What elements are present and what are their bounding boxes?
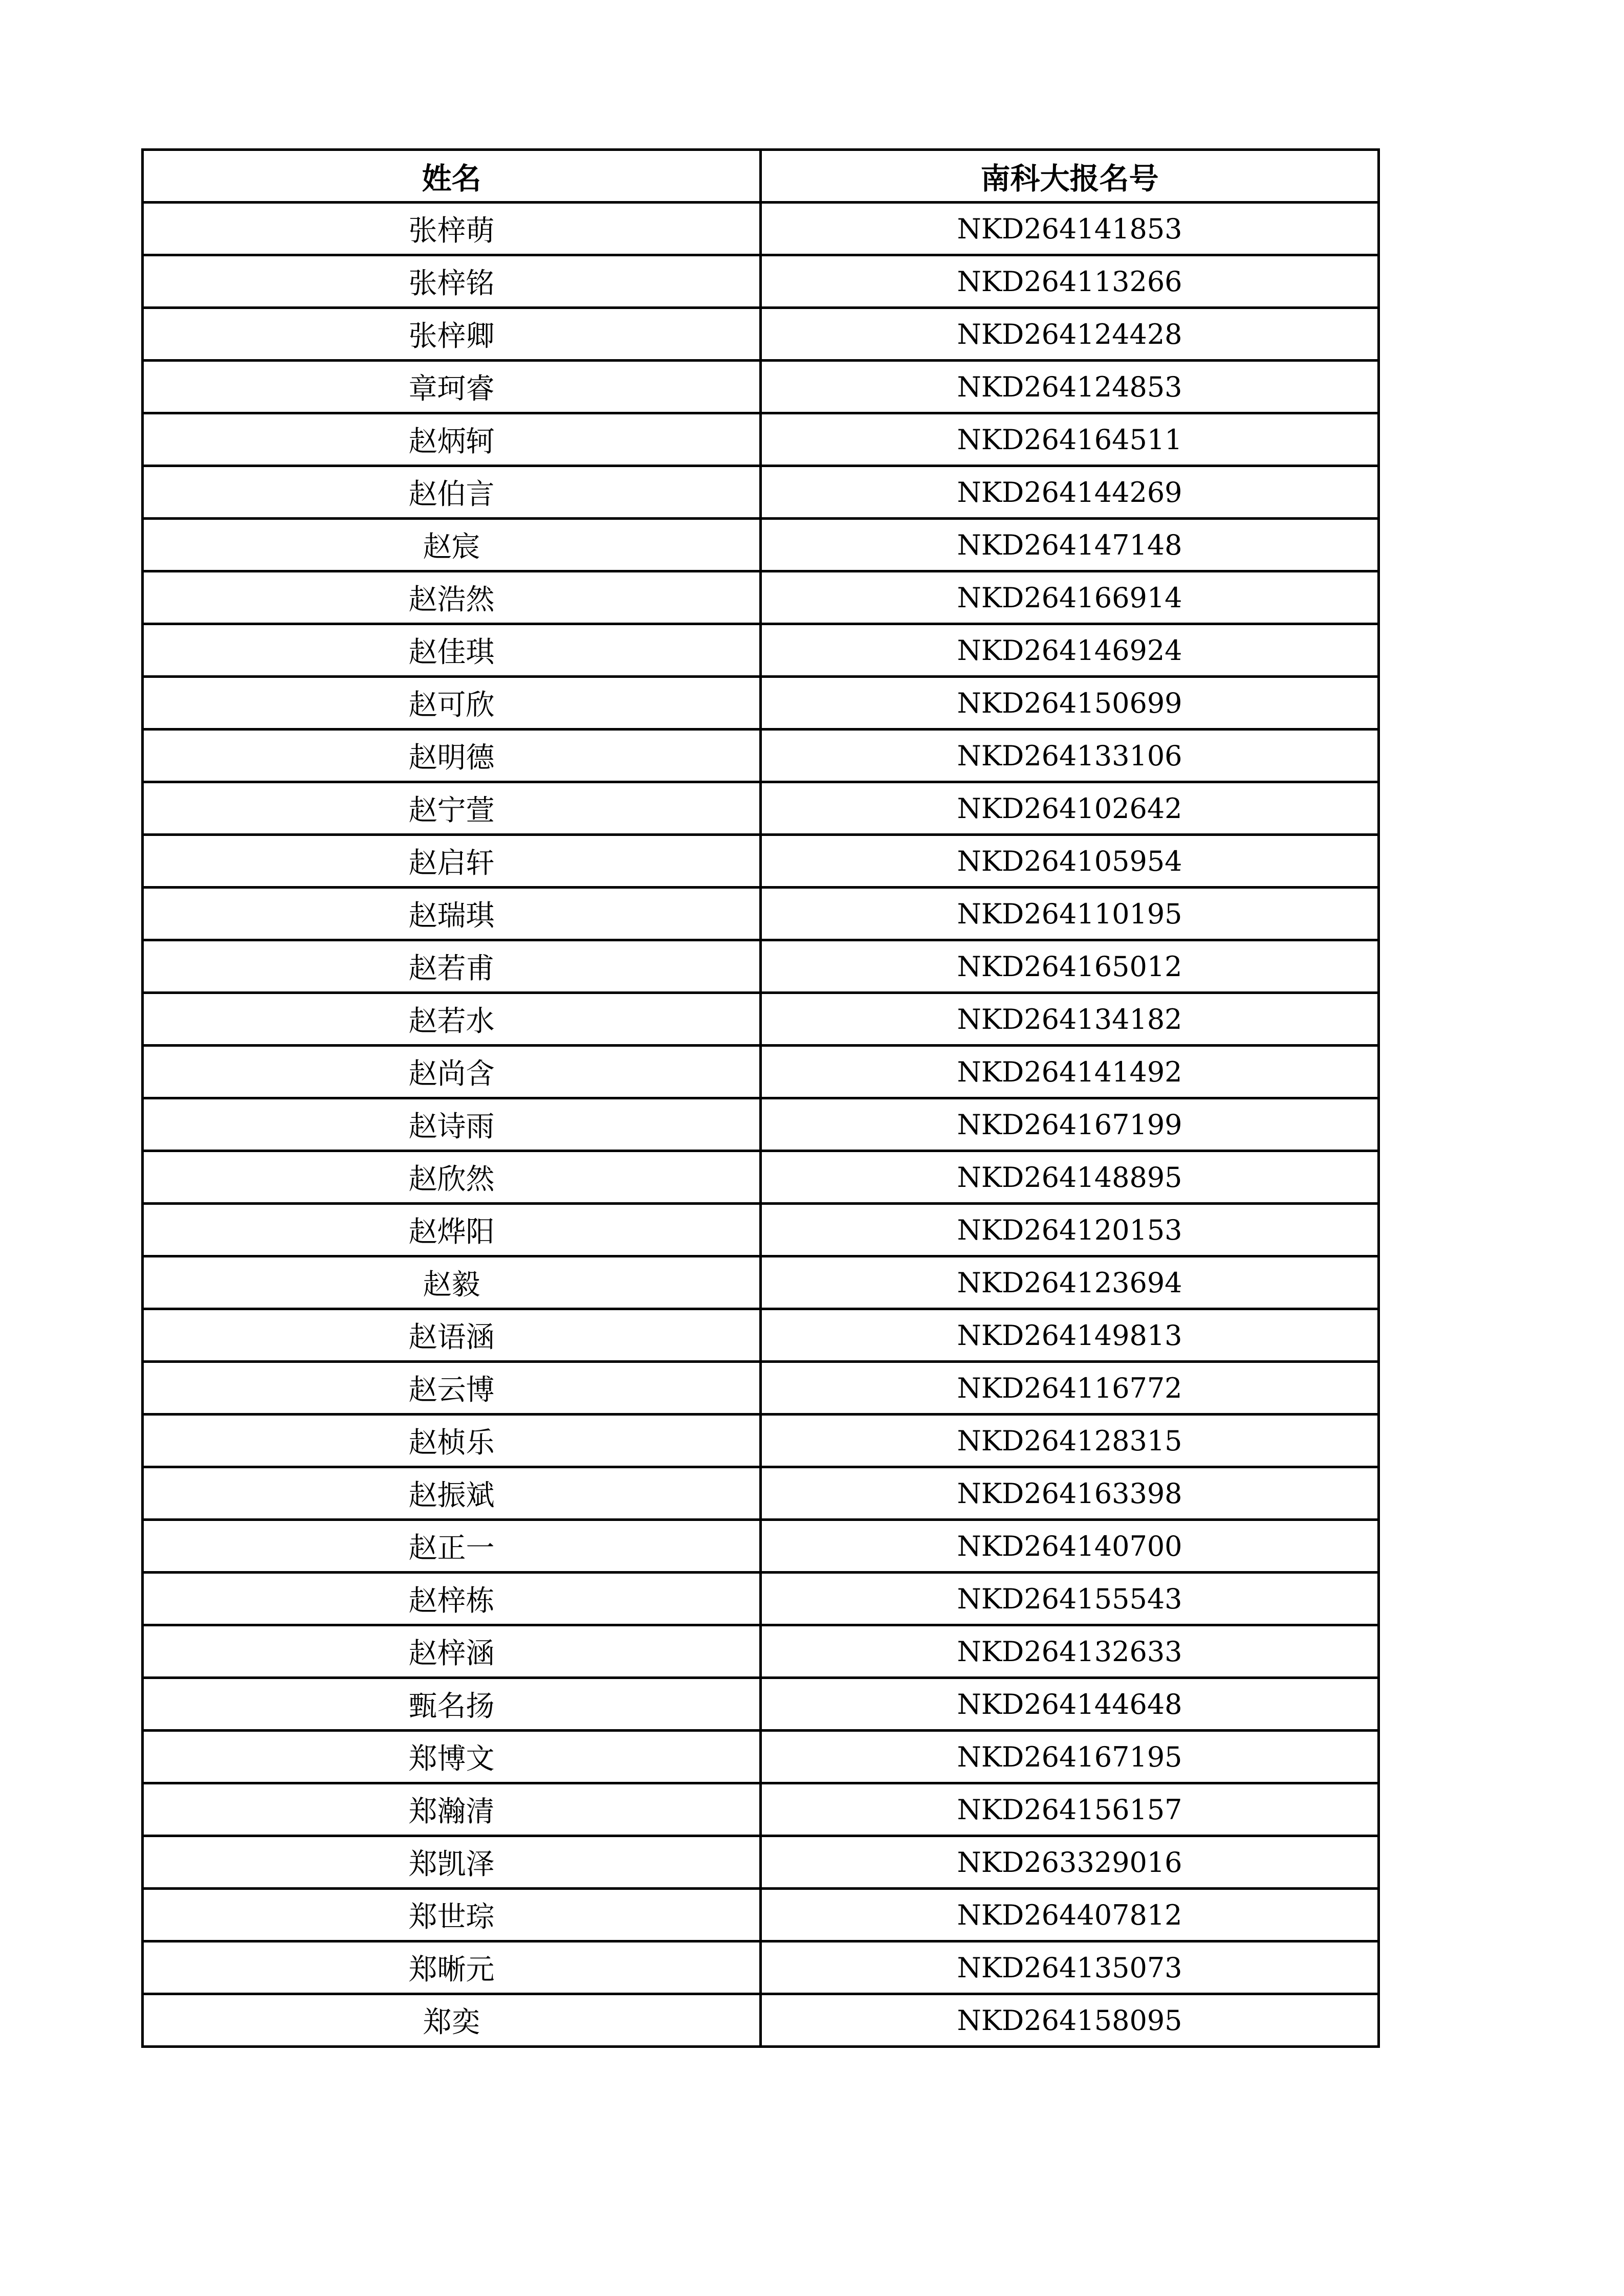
cell-name: 郑奕 bbox=[143, 1994, 761, 2047]
roster-sheet bbox=[141, 148, 1377, 2048]
cell-reg-no: NKD264133106 bbox=[761, 730, 1379, 782]
cell-reg-no: NKD264166914 bbox=[761, 571, 1379, 624]
cell-reg-no: NKD264134182 bbox=[761, 993, 1379, 1046]
cell-name: 张梓卿 bbox=[143, 308, 761, 361]
cell-name: 赵瑞琪 bbox=[143, 888, 761, 940]
cell-name: 赵桢乐 bbox=[143, 1415, 761, 1467]
cell-name: 赵欣然 bbox=[143, 1151, 761, 1204]
cell-name: 赵启轩 bbox=[143, 835, 761, 888]
table-row bbox=[143, 255, 1379, 308]
table-row bbox=[143, 1994, 1379, 2047]
cell-name: 赵佳琪 bbox=[143, 624, 761, 677]
cell-reg-no: NKD264164511 bbox=[761, 413, 1379, 466]
cell-name: 郑瀚清 bbox=[143, 1783, 761, 1836]
table-row bbox=[143, 1309, 1379, 1362]
table-row bbox=[143, 888, 1379, 940]
roster-table bbox=[141, 148, 1380, 2048]
cell-name: 赵宸 bbox=[143, 519, 761, 571]
cell-name: 张梓萌 bbox=[143, 203, 761, 255]
cell-reg-no: NKD264141853 bbox=[761, 203, 1379, 255]
table-row bbox=[143, 1362, 1379, 1415]
table-row bbox=[143, 1573, 1379, 1625]
cell-reg-no: NKD264105954 bbox=[761, 835, 1379, 888]
table-row bbox=[143, 1678, 1379, 1731]
table-row bbox=[143, 466, 1379, 519]
cell-name: 赵诗雨 bbox=[143, 1098, 761, 1151]
cell-reg-no: NKD264150699 bbox=[761, 677, 1379, 730]
column-header-reg-no: 南科大报名号 bbox=[761, 150, 1379, 203]
cell-reg-no: NKD264148895 bbox=[761, 1151, 1379, 1204]
table-row bbox=[143, 361, 1379, 413]
cell-name: 赵若甫 bbox=[143, 940, 761, 993]
table-row bbox=[143, 203, 1379, 255]
cell-name: 赵烨阳 bbox=[143, 1204, 761, 1256]
cell-name: 赵振斌 bbox=[143, 1467, 761, 1520]
cell-reg-no: NKD263329016 bbox=[761, 1836, 1379, 1889]
cell-name: 郑世琮 bbox=[143, 1889, 761, 1941]
cell-reg-no: NKD264141492 bbox=[761, 1046, 1379, 1098]
table-row bbox=[143, 1151, 1379, 1204]
header-row bbox=[143, 150, 1379, 203]
table-row bbox=[143, 940, 1379, 993]
column-header-name: 姓名 bbox=[143, 150, 761, 203]
cell-reg-no: NKD264124428 bbox=[761, 308, 1379, 361]
cell-reg-no: NKD264102642 bbox=[761, 782, 1379, 835]
cell-reg-no: NKD264128315 bbox=[761, 1415, 1379, 1467]
cell-name: 章珂睿 bbox=[143, 361, 761, 413]
table-row bbox=[143, 1731, 1379, 1783]
cell-name: 张梓铭 bbox=[143, 255, 761, 308]
cell-name: 赵浩然 bbox=[143, 571, 761, 624]
cell-name: 郑凯泽 bbox=[143, 1836, 761, 1889]
table-row bbox=[143, 730, 1379, 782]
cell-reg-no: NKD264167195 bbox=[761, 1731, 1379, 1783]
cell-name: 赵炳轲 bbox=[143, 413, 761, 466]
table-row bbox=[143, 1415, 1379, 1467]
cell-reg-no: NKD264110195 bbox=[761, 888, 1379, 940]
cell-name: 赵尚含 bbox=[143, 1046, 761, 1098]
table-row bbox=[143, 1783, 1379, 1836]
cell-reg-no: NKD264132633 bbox=[761, 1625, 1379, 1678]
cell-name: 赵梓栋 bbox=[143, 1573, 761, 1625]
cell-reg-no: NKD264123694 bbox=[761, 1256, 1379, 1309]
cell-reg-no: NKD264135073 bbox=[761, 1941, 1379, 1994]
cell-name: 赵语涵 bbox=[143, 1309, 761, 1362]
cell-name: 赵梓涵 bbox=[143, 1625, 761, 1678]
table-row bbox=[143, 1467, 1379, 1520]
cell-reg-no: NKD264144269 bbox=[761, 466, 1379, 519]
cell-reg-no: NKD264156157 bbox=[761, 1783, 1379, 1836]
table-row bbox=[143, 1889, 1379, 1941]
roster-body bbox=[143, 203, 1379, 2047]
cell-name: 赵伯言 bbox=[143, 466, 761, 519]
cell-name: 赵云博 bbox=[143, 1362, 761, 1415]
table-row bbox=[143, 1520, 1379, 1573]
cell-reg-no: NKD264167199 bbox=[761, 1098, 1379, 1151]
cell-reg-no: NKD264407812 bbox=[761, 1889, 1379, 1941]
cell-reg-no: NKD264149813 bbox=[761, 1309, 1379, 1362]
cell-reg-no: NKD264147148 bbox=[761, 519, 1379, 571]
table-row bbox=[143, 1941, 1379, 1994]
table-row bbox=[143, 1256, 1379, 1309]
cell-name: 赵若水 bbox=[143, 993, 761, 1046]
table-row bbox=[143, 1836, 1379, 1889]
cell-name: 郑晰元 bbox=[143, 1941, 761, 1994]
cell-reg-no: NKD264113266 bbox=[761, 255, 1379, 308]
table-row bbox=[143, 624, 1379, 677]
cell-name: 郑博文 bbox=[143, 1731, 761, 1783]
cell-reg-no: NKD264116772 bbox=[761, 1362, 1379, 1415]
cell-name: 赵可欣 bbox=[143, 677, 761, 730]
table-row bbox=[143, 835, 1379, 888]
table-row bbox=[143, 1625, 1379, 1678]
table-row bbox=[143, 519, 1379, 571]
table-row bbox=[143, 1204, 1379, 1256]
table-row bbox=[143, 413, 1379, 466]
cell-reg-no: NKD264155543 bbox=[761, 1573, 1379, 1625]
table-row bbox=[143, 308, 1379, 361]
cell-reg-no: NKD264140700 bbox=[761, 1520, 1379, 1573]
table-row bbox=[143, 993, 1379, 1046]
cell-reg-no: NKD264124853 bbox=[761, 361, 1379, 413]
cell-name: 赵宁萱 bbox=[143, 782, 761, 835]
table-row bbox=[143, 1046, 1379, 1098]
cell-name: 赵正一 bbox=[143, 1520, 761, 1573]
cell-reg-no: NKD264165012 bbox=[761, 940, 1379, 993]
cell-reg-no: NKD264120153 bbox=[761, 1204, 1379, 1256]
table-row bbox=[143, 782, 1379, 835]
table-row bbox=[143, 571, 1379, 624]
cell-name: 赵毅 bbox=[143, 1256, 761, 1309]
cell-reg-no: NKD264163398 bbox=[761, 1467, 1379, 1520]
cell-reg-no: NKD264158095 bbox=[761, 1994, 1379, 2047]
table-row bbox=[143, 677, 1379, 730]
cell-reg-no: NKD264146924 bbox=[761, 624, 1379, 677]
cell-name: 甄名扬 bbox=[143, 1678, 761, 1731]
table-row bbox=[143, 1098, 1379, 1151]
cell-name: 赵明德 bbox=[143, 730, 761, 782]
cell-reg-no: NKD264144648 bbox=[761, 1678, 1379, 1731]
